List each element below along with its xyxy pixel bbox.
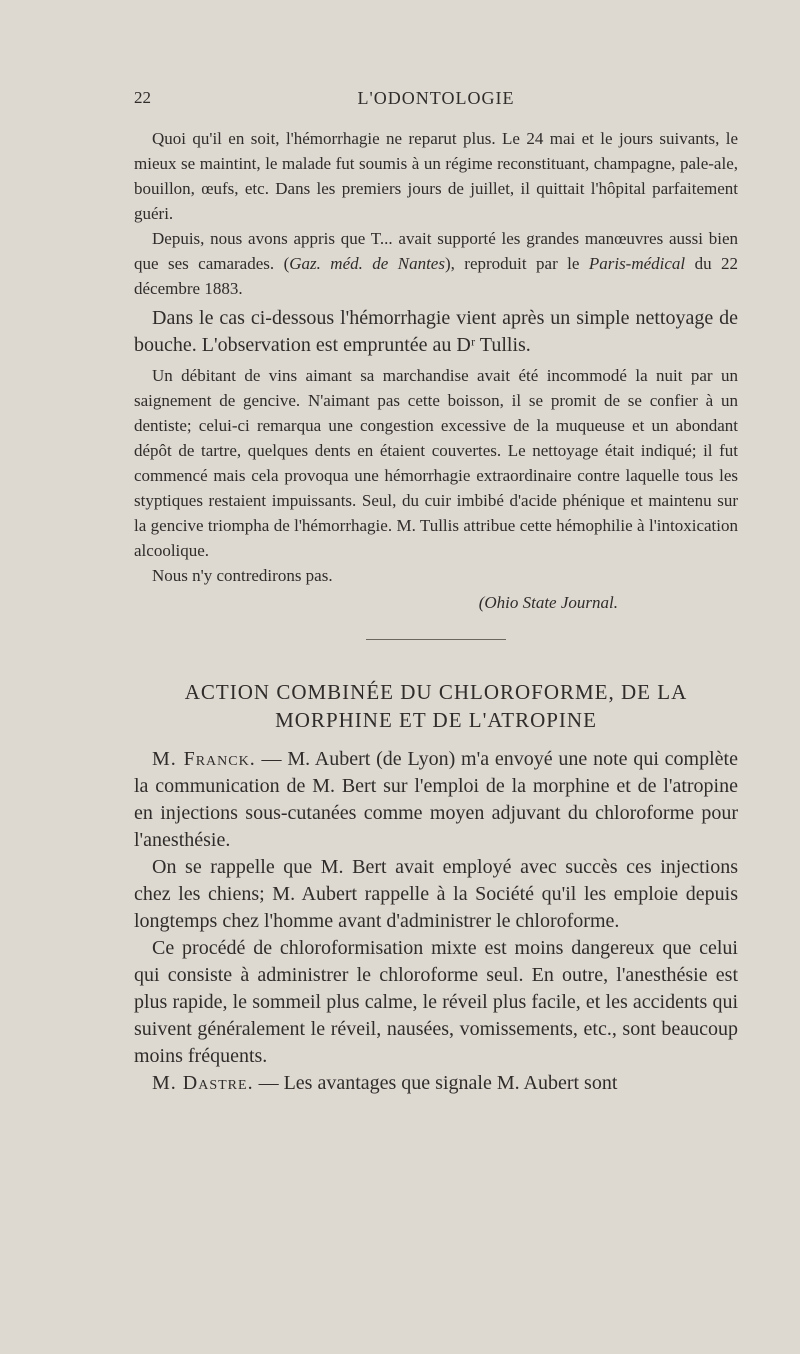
page-body [134, 126, 738, 1097]
running-head [134, 88, 738, 112]
source-citation: (Ohio State Journal. [478, 593, 618, 612]
discussion-paragraph: Ce procédé de chloroformisation mixte est moins dangereux que celui qui consiste à administrer le chloroforme seul. En outre, l'anesthésie est plus rapide, le sommeil plus calme, le réveil plus facile, et les accidents qui suivent généralement le réveil, nausées, vomissements, etc., sont beaucoup moins fréquents. [134, 937, 738, 1067]
page-number: 22 [134, 88, 151, 107]
discussion-paragraph: On se rappelle que M. Bert avait employé avec succès ces injections chez les chiens; M. Aubert rappelle à la Société qu'il les emploie depuis longtemps chez l'homme avant d'administrer le chloroforme. [134, 856, 738, 932]
journal-title: Gaz. méd. de Nantes [289, 254, 445, 273]
paragraph-text: Depuis, nous avons appris que T... avait supporté les grandes manœuvres aussi bien que ses camarades. [134, 229, 738, 273]
section-divider [366, 639, 506, 640]
discussion-paragraph: M. Dastre. — Les avantages que signale M. Aubert sont [152, 1072, 618, 1094]
periodical-title: Paris-médical [588, 254, 686, 273]
running-title: L'ODONTOLOGIE [357, 88, 515, 108]
speaker-name: M. Dastre. [152, 1072, 254, 1094]
section-heading [134, 678, 738, 734]
heading-line: ACTION COMBINÉE DU CHLOROFORME, DE LA [184, 680, 688, 704]
paragraph: Quoi qu'il en soit, l'hémorrhagie ne reparut plus. Le 24 mai et le jours suivants, le mieux se maintint, le malade fut soumis à un régime reconstituant, champagne, pale-ale, bouillon, œufs, etc. Dans les premiers jours de juillet, il quittait l'hôpital parfaitement guéri. [134, 129, 738, 223]
discussion-paragraph: M. Franck. — M. Aubert (de Lyon) m'a envoyé une note qui complète la communication de M. Bert sur l'emploi de la morphine et de l'atropine en injections sous-cutanées comme moyen adjuvant du chloroforme pour l'anesthésie. [134, 748, 738, 851]
paragraph-case: Un débitant de vins aimant sa marchandise avait été incommodé la nuit par un saignement de gencive. N'aimant pas cette boisson, il se promit de se confier à un dentiste; celui-ci remarqua une congestion excessive de la muqueuse et un abondant dépôt de tartre, quelques dents en étaient couvertes. Le nettoyage était indiqué; il fut commencé mais cela provoqua une hémorrhagie extraordinaire contre laquelle tous les styptiques restaient impuissants. Seul, du cuir imbibé d'acide phénique et maintenu sur la gencive triompha de l'hémorrhagie. M. Tullis attribue cette hémophilie à l'intoxication alcoolique. [134, 366, 738, 560]
heading-line: MORPHINE ET DE L'ATROPINE [275, 708, 597, 732]
paragraph-intro: Dans le cas ci-dessous l'hémorrhagie vient après un simple nettoyage de bouche. L'observation est empruntée au Dʳ Tullis. [134, 307, 738, 356]
paragraph-with-citation: Depuis, nous avons appris que T... avait supporté les grandes manœuvres aussi bien que ses camarades. (Gaz. méd. de Nantes), reproduit par le Paris-médical du 22 décembre 1883. [134, 229, 739, 298]
paragraph-case-end: Nous n'y contredirons pas. [152, 566, 333, 585]
speaker-name: M. Franck. [152, 748, 256, 770]
